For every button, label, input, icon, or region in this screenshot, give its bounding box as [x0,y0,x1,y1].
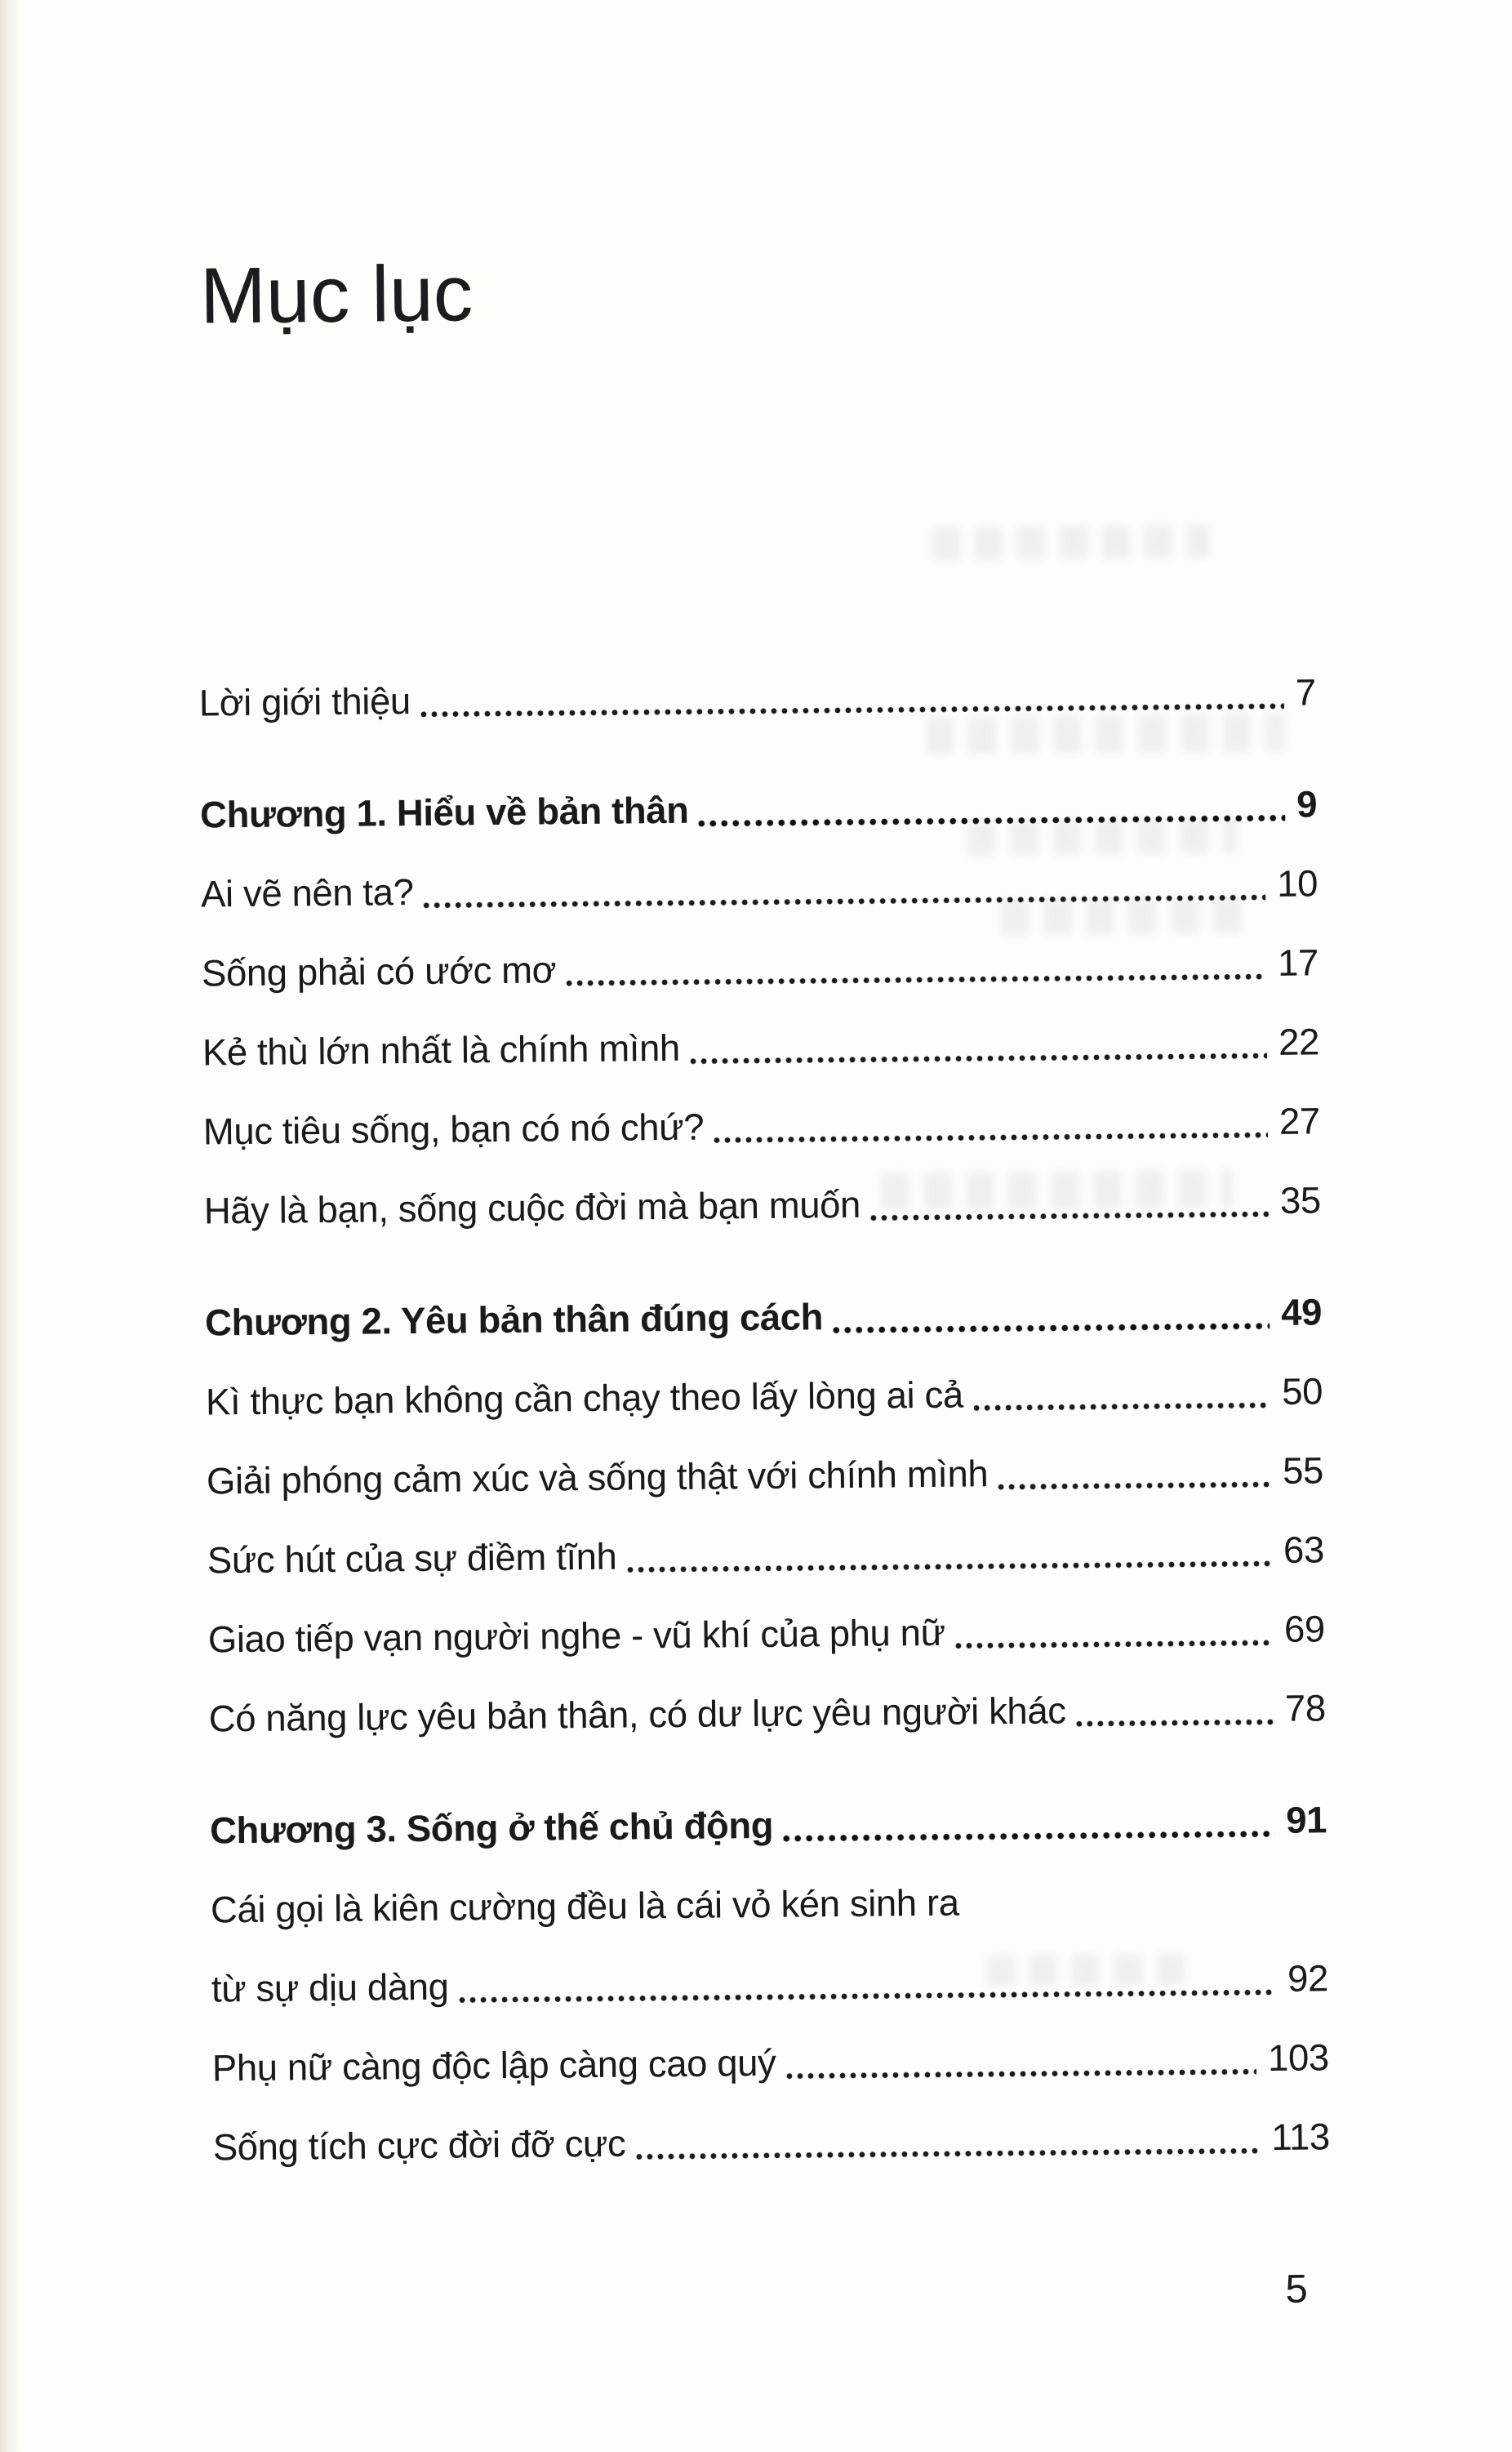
toc-entry [202,1002,1319,1092]
toc-entry-label: Chương 3. Sống ở thế chủ động [209,1804,774,1852]
toc-entry [211,2018,1329,2107]
toc-entry-page-number: 49 [1280,1291,1323,1333]
toc-entry-page-number: 92 [1287,1957,1329,2000]
toc-entry [207,1510,1324,1600]
toc-entry [212,2097,1330,2187]
toc-entry [207,1431,1324,1520]
page-title: Mục lục [199,248,474,340]
toc-entry [211,1938,1328,2028]
toc-entry [203,1160,1321,1250]
page-number: 5 [1285,2267,1309,2312]
toc-entry-label: Chương 2. Yêu bản thân đúng cách [204,1296,824,1344]
toc-entry-label: Lời giới thiệu [198,680,411,724]
dot-leader [625,1511,1273,1596]
toc-entry-label: Sống tích cực đời đỡ cực [212,2122,626,2169]
toc-entry-label: từ sự dịu dàng [211,1965,449,2010]
dot-leader [1074,1669,1274,1750]
toc-entry-label: Ai vẽ nên ta? [200,871,414,915]
dot-leader [784,2018,1257,2103]
toc-chapter-entry [210,1780,1327,1870]
toc-entry [206,1351,1323,1441]
dot-leader [418,653,1284,741]
toc-entry-page-number: 63 [1283,1529,1325,1571]
toc-entry-label: Sống phải có ước mơ [201,949,557,995]
toc-entry-page-number: 10 [1276,862,1319,905]
dot-leader [831,1273,1270,1356]
toc-entry-label: Mục tiêu sống, bạn có nó chứ? [202,1106,705,1153]
dot-leader [564,923,1267,1009]
toc-entry-label: Chương 1. Hiểu về bản thân [199,789,689,836]
toc-entry [202,923,1319,1012]
toc-entry-page-number: 27 [1279,1100,1321,1142]
dot-leader [971,1352,1270,1435]
dot-leader [953,1590,1273,1672]
toc-entry-page-number: 7 [1295,671,1317,714]
toc-entry [211,1859,1328,1949]
toc-entry-page-number: 113 [1271,2116,1330,2158]
dot-leader [634,2098,1261,2183]
toc-entry-page-number: 35 [1279,1179,1321,1222]
toc-entry-page-number: 69 [1283,1608,1326,1650]
toc-entry-page-number: 22 [1278,1021,1320,1063]
dot-leader [421,844,1266,932]
dot-leader [868,1161,1269,1244]
toc-entry-label: Kì thực bạn không cần chạy theo lấy lòng ai cả [205,1373,963,1423]
toc-entry-page-number: 9 [1296,783,1318,825]
dot-leader [696,765,1286,850]
toc-entry-label: Cái gọi là kiên cường đều là cái vỏ kén sinh ra [210,1881,959,1931]
dot-leader [687,1003,1267,1088]
toc-entry-label: Kẻ thù lớn nhất là chính mình [202,1026,680,1074]
toc-entry-label: Hãy là bạn, sống cuộc đời mà bạn muốn [203,1183,861,1232]
toc-chapter-entry [205,1272,1323,1362]
toc-chapter-entry [200,764,1318,854]
table-of-contents [198,652,1330,2187]
toc-entry-page-number: 55 [1282,1449,1324,1492]
bleed-through-artifact [932,525,1210,560]
toc-entry [208,1668,1326,1758]
dot-leader [456,1939,1276,2027]
toc-entry-page-number: 50 [1281,1370,1323,1413]
toc-entry [198,652,1316,742]
toc-entry-label: Có năng lực yêu bản thân, có dư lực yêu người khác [208,1689,1066,1740]
toc-entry-label: Giao tiếp vạn người nghe - vũ khí của phụ nữ [207,1611,945,1661]
dot-leader [996,1431,1272,1513]
toc-entry-label: Giải phóng cảm xúc và sống thật với chính mình [206,1453,989,1502]
toc-entry-label: Sức hút của sự điềm tĩnh [207,1535,617,1582]
toc-entry-page-number: 17 [1277,941,1319,984]
toc-entry-label: Phụ nữ càng độc lập càng cao quý [211,2041,776,2089]
dot-leader [781,1781,1275,1865]
toc-entry-page-number: 78 [1284,1687,1326,1729]
toc-entry [201,843,1319,933]
toc-entry-page-number: 91 [1285,1799,1327,1841]
toc-entry [202,1081,1320,1171]
toc-entry [207,1589,1325,1679]
dot-leader [712,1082,1269,1167]
toc-entry-page-number: 103 [1267,2036,1330,2080]
